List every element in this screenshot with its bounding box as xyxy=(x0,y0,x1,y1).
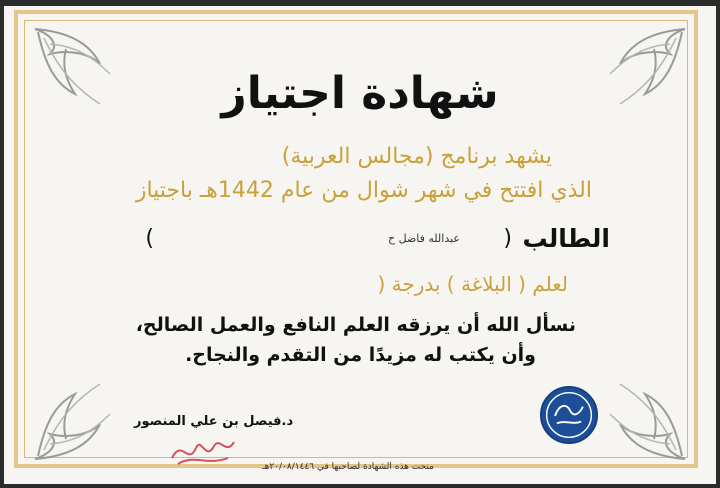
signatory-name: د.فيصل بن علي المنصور xyxy=(134,414,294,429)
grade-row xyxy=(377,272,568,296)
signature-icon xyxy=(168,428,238,470)
student-name: عبدالله فاضل ح xyxy=(388,232,460,245)
corner-ornament-icon xyxy=(30,374,140,464)
certificate-title: شهادة اجتياز xyxy=(221,68,499,119)
prayer-line-2: وأن يكتب له مزيدًا من التقدم والنجاح. xyxy=(185,344,536,366)
issued-date-note: منحت هذه الشهادة لصاحبها في ٢٠/٠٨/١٤٤٦هـ xyxy=(262,462,434,472)
grade-suffix: ) بدرجة ( xyxy=(377,272,455,296)
program-start-statement: الذي افتتح في شهر شوال من عام 1442هـ باجتياز xyxy=(135,178,592,203)
program-statement: يشهد برنامج (مجالس العربية) xyxy=(281,144,552,169)
paren-open: ( xyxy=(503,226,512,251)
student-label: الطالب xyxy=(522,224,610,253)
seal-stamp-icon xyxy=(540,386,598,444)
prayer-line-1: نسأل الله أن يرزقه العلم النافع والعمل الصالح، xyxy=(135,314,576,336)
grade-prefix: لعلم ( xyxy=(518,272,568,296)
student-row xyxy=(100,224,610,264)
paren-close: ) xyxy=(145,226,154,251)
subject-name: البلاغة xyxy=(460,272,512,296)
